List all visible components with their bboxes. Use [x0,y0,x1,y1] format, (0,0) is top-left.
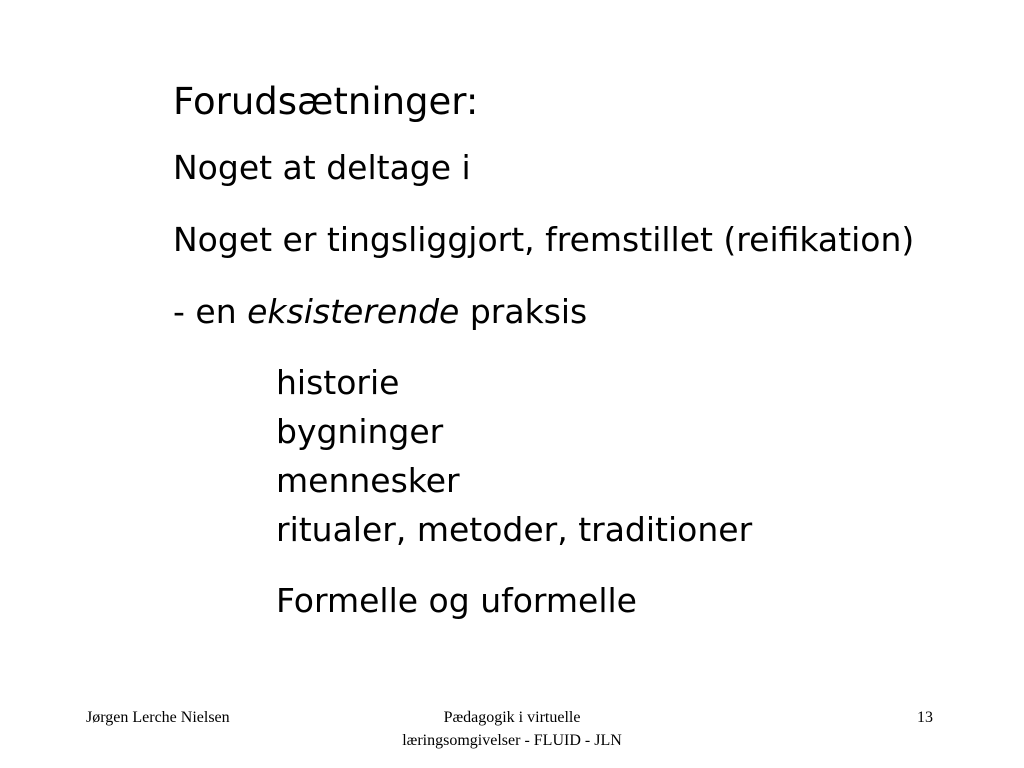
slide-content [173,76,1003,625]
footer-title [352,706,672,752]
closing-line: Formelle og uformelle [276,581,637,620]
footer-title-line-1: Pædagogik i virtuelle [443,709,581,726]
sub-item-rituals: ritualer, metoder, traditioner [276,510,753,549]
text-line-existing-practice [173,292,1003,332]
sub-item-history: historie [276,363,400,402]
practice-suffix: praksis [459,292,588,331]
text-line-reification: Noget er tingsliggjort, fremstillet (reifikation) [173,220,915,259]
sub-item-buildings: bygninger [276,412,444,451]
footer-title-line-2: læringsomgivelser - FLUID - JLN [402,732,622,749]
footer-author: Jørgen Lerche Nielsen [86,709,230,726]
page-number: 13 [917,709,933,726]
practice-prefix: - en [173,292,248,331]
slide-heading: Forudsætninger: [173,80,479,123]
text-line-participation: Noget at deltage i [173,148,471,187]
practice-emphasis: eksisterende [247,292,460,331]
sub-item-people: mennesker [276,461,460,500]
